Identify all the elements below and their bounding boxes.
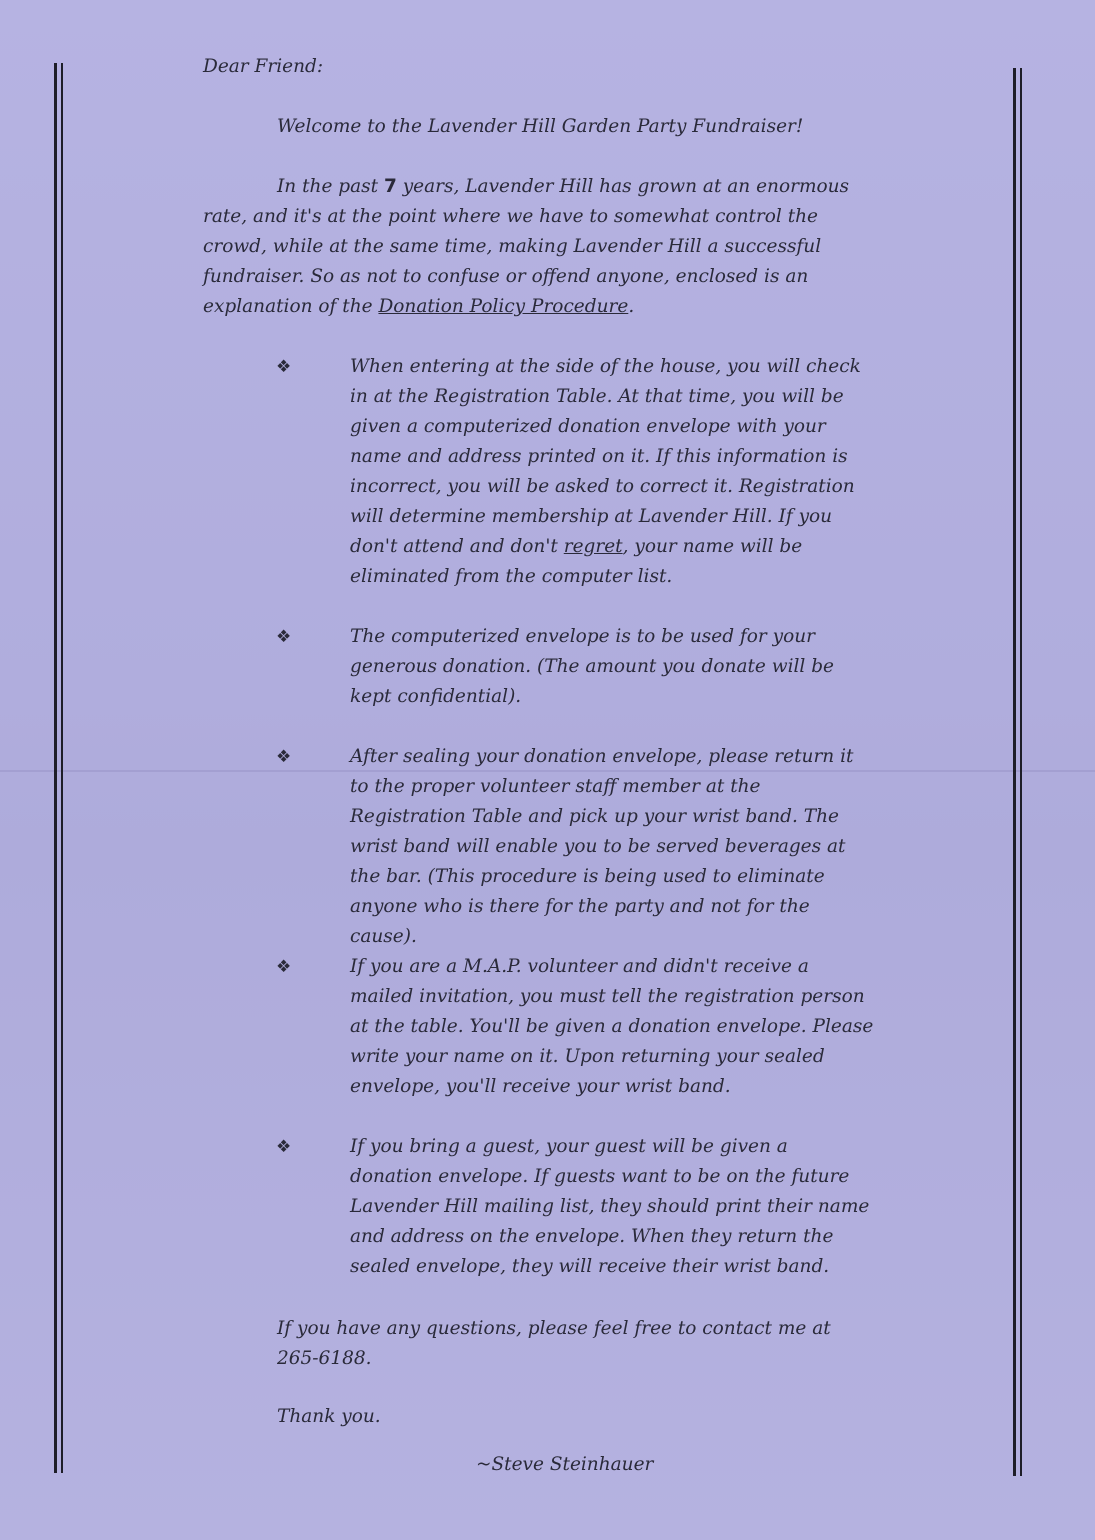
bullet-registration-text: When entering at the side of the house, you will check in at the Registration Table. At that time, you will be given a computerized donation envelope with your name and address printed on it. If this information is incorrect, you will be asked to correct it. Registration will determine membership at Lavender Hill. If you don't attend and don't	[350, 356, 861, 557]
diamond-bullet-icon: ❖	[276, 747, 292, 767]
contact-line: If you have any questions, please feel free to contact me at 265-6188.	[277, 1318, 831, 1369]
left-border-rule	[54, 63, 63, 1473]
bullet-guest: If you bring a guest, your guest will be given a donation envelope. If guests want to be on the future Lavender Hill mailing list, they should print their name and address on the envelope. When they return the sealed envelope, they will receive their wrist band.	[350, 1136, 870, 1277]
regret-underlined: regret	[563, 536, 623, 557]
bullet-registration-end: , your name will be eliminated from the computer list.	[350, 536, 803, 587]
salutation: Dear Friend:	[203, 56, 324, 77]
years-count: 7	[383, 176, 397, 197]
diamond-bullet-icon: ❖	[276, 357, 292, 377]
intro-part-3: .	[628, 296, 635, 317]
diamond-bullet-icon: ❖	[276, 957, 292, 977]
welcome-line: Welcome to the Lavender Hill Garden Party Fundraiser!	[277, 116, 804, 137]
intro-part-2: years, Lavender Hill has grown at an enormous rate, and it's at the point where we have to somewhat control the crowd, while at the same time, making Lavender Hill a successful fundraiser. So as not to confuse or offend anyone, enclosed is an explanation of the	[203, 176, 850, 317]
intro-part-1: In the past	[277, 176, 384, 197]
signature: ~Steve Steinhauer	[476, 1454, 654, 1475]
bullet-envelope: The computerized envelope is to be used for your generous donation. (The amount you donate will be kept confidential).	[350, 626, 834, 707]
closing: Thank you.	[277, 1406, 381, 1427]
donation-policy-link: Donation Policy Procedure	[378, 296, 629, 317]
bullet-registration	[350, 352, 875, 592]
diamond-bullet-icon: ❖	[276, 1137, 292, 1157]
bullet-map-volunteer: If you are a M.A.P. volunteer and didn't receive a mailed invitation, you must tell the registration person at the table. You'll be given a donation envelope. Please write your name on it. Upon returning your sealed envelope, you'll receive your wrist band.	[350, 956, 874, 1097]
right-border-rule	[1013, 68, 1022, 1476]
intro-paragraph	[203, 172, 873, 322]
bullet-wrist-band: After sealing your donation envelope, please return it to the proper volunteer staff member at the Registration Table and pick up your wrist band. The wrist band will enable you to be served beverages at the bar. (This procedure is being used to eliminate anyone who is there for the party and not for the cause).	[350, 746, 854, 947]
diamond-bullet-icon: ❖	[276, 627, 292, 647]
